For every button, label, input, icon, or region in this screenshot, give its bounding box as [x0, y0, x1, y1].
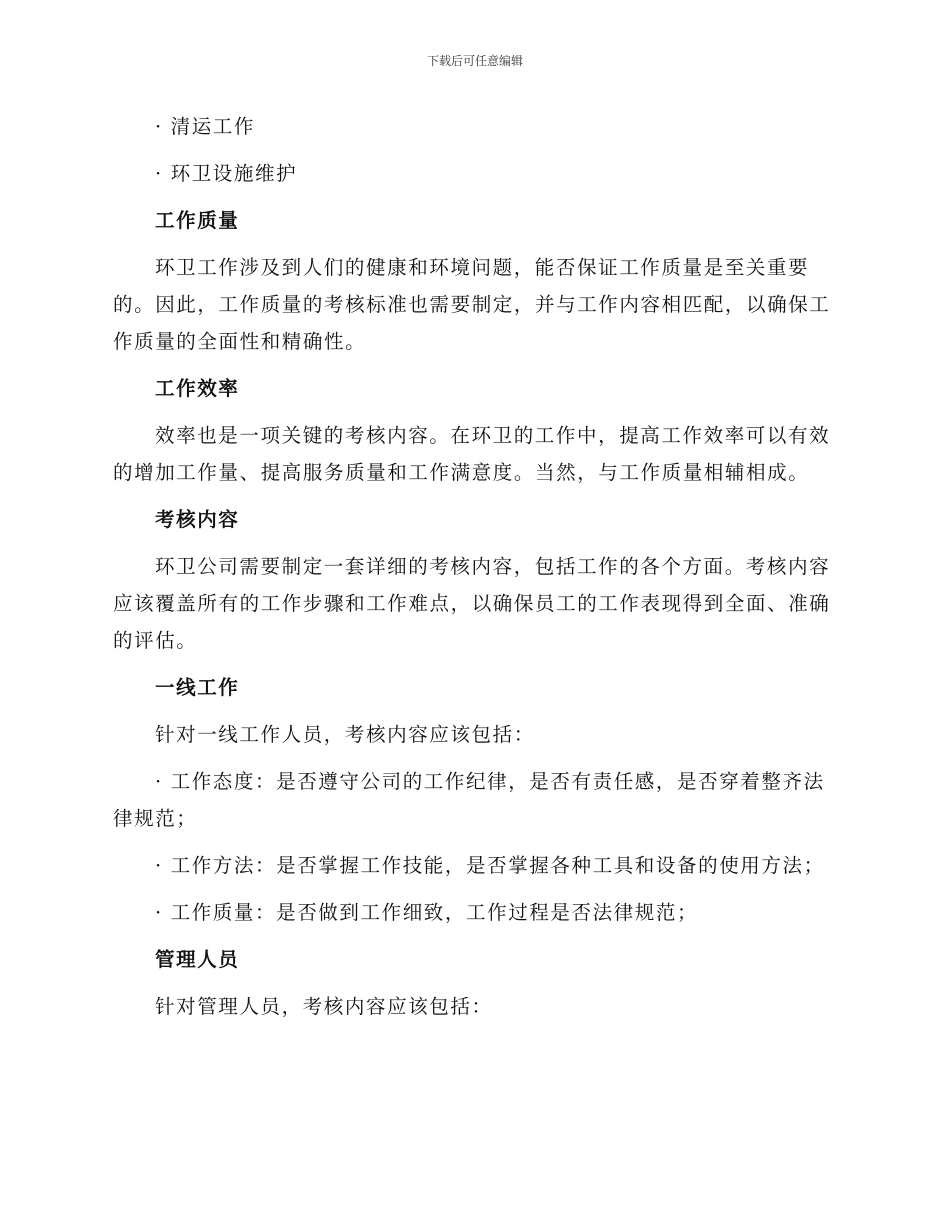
- page-header: 下载后可任意编辑: [426, 54, 523, 68]
- section-heading: 工作质量: [155, 209, 240, 232]
- bullet-item: · 工作质量：是否做到工作细致，工作过程是否法律规范；: [155, 901, 699, 924]
- bullet-item: · 清运工作: [155, 115, 255, 138]
- paragraph: 针对管理人员，考核内容应该包括：: [155, 995, 493, 1018]
- paragraph: 环卫公司需要制定一套详细的考核内容，包括工作的各个方面。考核内容应该覆盖所有的工作步骤和工作难点，以确保员工的工作表现得到全面、准确的评估。: [113, 555, 831, 652]
- bullet-item: · 工作方法：是否掌握工作技能，是否掌握各种工具和设备的使用方法；: [155, 854, 825, 877]
- section-heading: 一线工作: [155, 676, 240, 699]
- paragraph: 针对一线工作人员，考核内容应该包括：: [155, 723, 535, 746]
- section-heading: 管理人员: [155, 948, 240, 971]
- bullet-item: · 环卫设施维护: [155, 162, 298, 185]
- paragraph: 环卫工作涉及到人们的健康和环境问题，能否保证工作质量是至关重要的。因此，工作质量的考核标准也需要制定，并与工作内容相匹配，以确保工作质量的全面性和精确性。: [113, 256, 831, 353]
- section-heading: 考核内容: [155, 508, 240, 531]
- section-heading: 工作效率: [155, 377, 240, 400]
- paragraph: 效率也是一项关键的考核内容。在环卫的工作中，提高工作效率可以有效的增加工作量、提高服务质量和工作满意度。当然，与工作质量相辅相成。: [113, 424, 831, 484]
- bullet-item: · 工作态度：是否遵守公司的工作纪律，是否有责任感，是否穿着整齐法律规范；: [113, 770, 825, 830]
- document-body: [113, 108, 833, 1035]
